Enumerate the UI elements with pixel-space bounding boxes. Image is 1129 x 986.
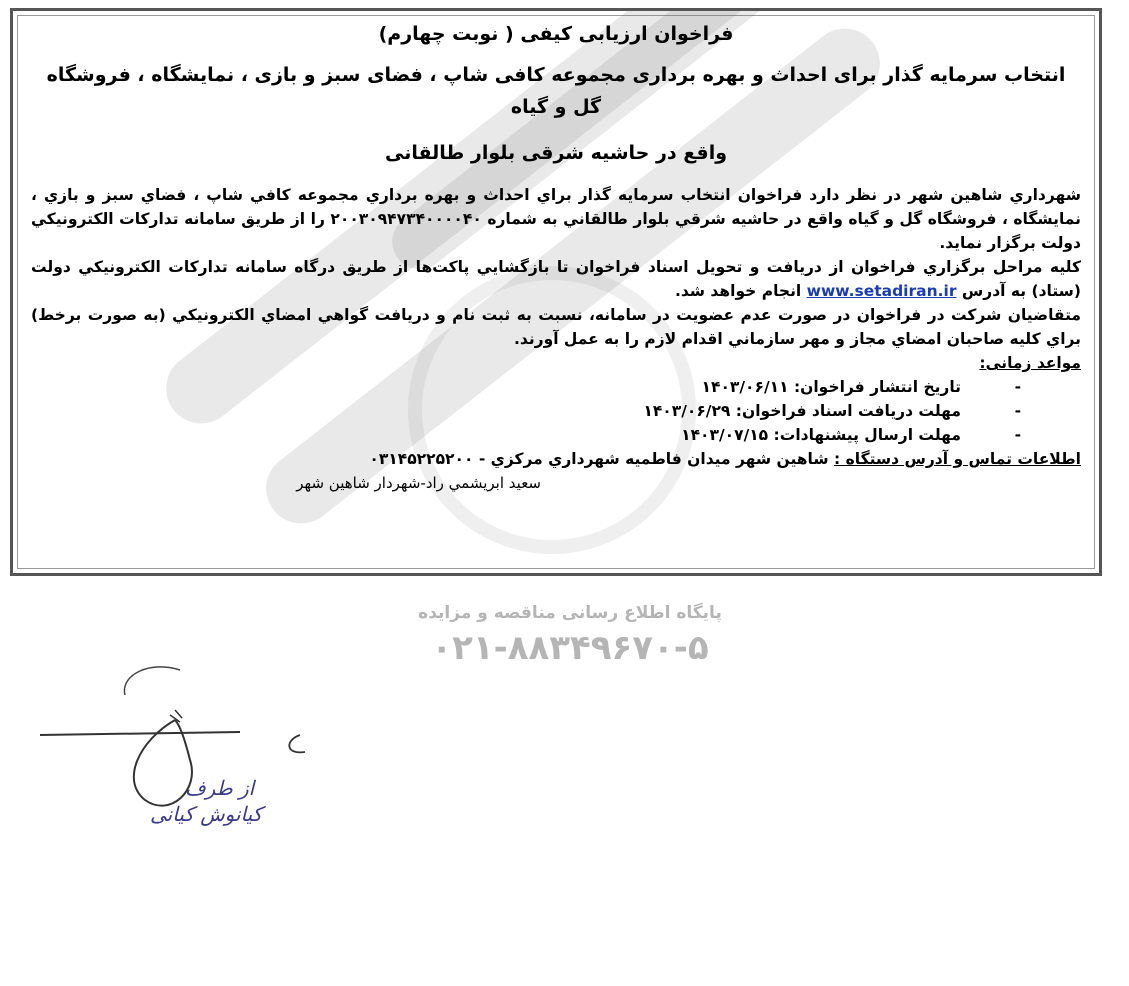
portal-watermark [330, 600, 810, 670]
deadline-text: مهلت دريافت اسناد فراخوان: ۱۴۰۳/۰۶/۲۹ [643, 402, 961, 420]
paragraph-process [31, 255, 1081, 303]
deadline-item [31, 375, 1021, 399]
paragraph-process-end: انجام خواهد شد. [674, 282, 802, 300]
portal-name: پایگاه اطلاع رسانی مناقصه و مزایده [418, 603, 722, 623]
notice-title: فراخوان ارزیابی کیفی ( نوبت چهارم) [378, 23, 734, 45]
handwritten-signature [30, 660, 330, 860]
paragraph-intro: شهرداري شاهين شهر در نظر دارد فراخوان انتخاب سرمايه گذار براي احداث و بهره برداري مجموعه كافي شاپ ، فضاي سبز و بازي ، نمايشگاه ، فروشگاه گل و گياه واقع در حاشيه شرقي بلوار طالقاني به شماره ۲۰۰۳۰۹۴۷۳۴۰۰۰۰۴۰ را از طريق سامانه تداركات الكترونيكي دولت برگزار نمايد. [31, 186, 1081, 252]
paragraph-registration: متقاضيان شركت در فراخوان در صورت عدم عضويت در سامانه، نسبت به ثبت نام و دريافت گواهي امضاي الكترونيكي (به صورت برخط) براي كليه صاحبان امضاي مجاز و مهر سازماني اقدام لازم را به عمل آورند. [31, 306, 1081, 348]
bullet-dash: - [1014, 426, 1021, 444]
contact-value: شاهين شهر ميدان فاطميه شهرداري مركزي - ۰۳۱۴۵۲۲۵۲۰۰ [369, 450, 829, 468]
contact-info [31, 447, 1081, 471]
deadline-text: مهلت ارسال پيشنهادات: ۱۴۰۳/۰۷/۱۵ [681, 426, 961, 444]
contact-label: اطلاعات تماس و آدرس دستگاه : [834, 450, 1081, 468]
notice-content [31, 17, 1081, 495]
setadiran-link[interactable]: www.setadiran.ir [806, 282, 957, 300]
bullet-dash: - [1014, 378, 1021, 396]
deadlines-list [31, 375, 1081, 447]
notice-subtitle [31, 59, 1081, 169]
mayor-signature-line: سعيد ابريشمي راد-شهردار شاهين شهر [296, 474, 541, 492]
handwritten-note [150, 775, 262, 827]
deadline-text: تاريخ انتشار فراخوان: ۱۴۰۳/۰۶/۱۱ [701, 378, 961, 396]
handwritten-note-line1: از طرف [184, 776, 255, 800]
notice-frame [10, 8, 1102, 576]
deadline-item [31, 399, 1021, 423]
deadline-item [31, 423, 1021, 447]
portal-phone: ۰۲۱-۸۸۳۴۹۶۷۰-۵ [431, 628, 709, 668]
deadlines-heading: مواعد زمانی: [979, 354, 1081, 372]
paragraph-process-text: كليه مراحل برگزاري فراخوان از دريافت و تحويل اسناد فراخوان تا بازگشايي پاكت‌ها از طريق درگاه سامانه تداركات الكترونيكي دولت (ستاد) به آدرس [31, 258, 1081, 300]
bullet-dash: - [1014, 402, 1021, 420]
notice-subtitle-line2: واقع در حاشیه شرقی بلوار طالقانی [384, 142, 728, 164]
handwritten-note-line2: کیانوش کیانی [150, 802, 263, 826]
notice-subtitle-line1: انتخاب سرمایه گذار برای احداث و بهره برداری مجموعه کافی شاپ ، فضای سبز و بازی ، نمایشگاه ، فروشگاه گل و گیاه [46, 64, 1066, 118]
